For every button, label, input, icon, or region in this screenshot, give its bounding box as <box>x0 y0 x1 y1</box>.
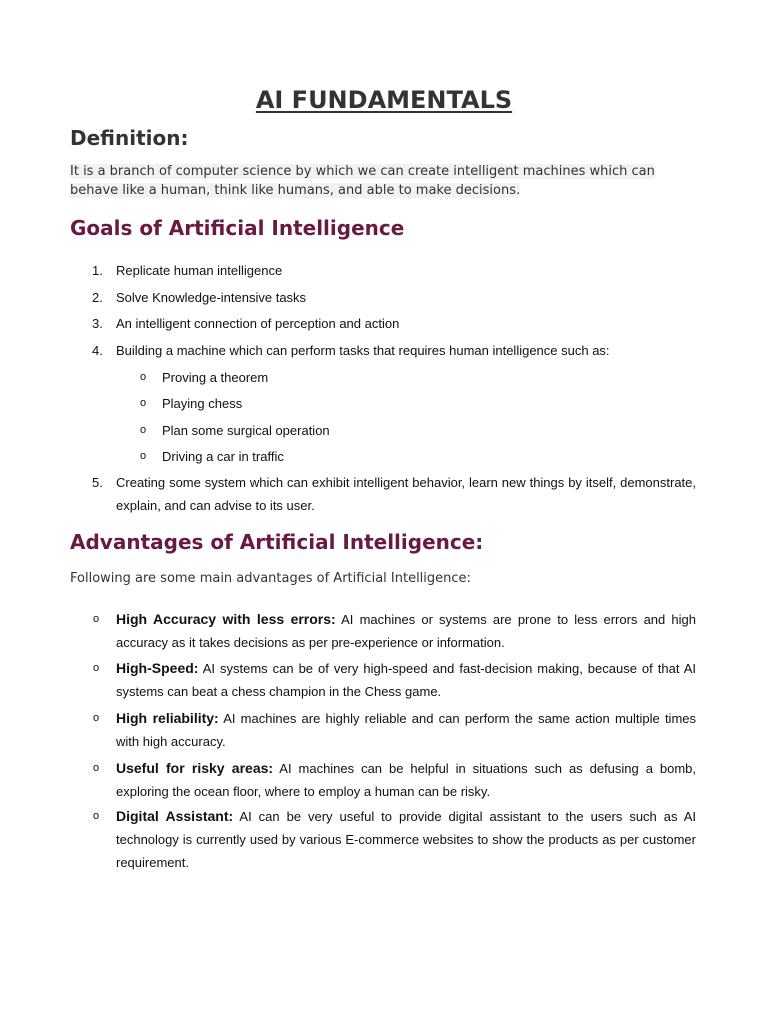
goal-text: Creating some system which can exhibit intelligent behavior, learn new things by itself, demonstrate, explain, and can advise to its user. <box>116 475 696 513</box>
advantage-body: AI machines can be helpful in situations such as defusing a bomb, exploring the ocean floor, where to employ a human can be risky. <box>116 761 696 799</box>
definition-text-span: It is a branch of computer science by which we can create intelligent machines which can behave like a human, think like humans, and able to make decisions. <box>70 164 655 198</box>
sub-item <box>70 366 268 389</box>
sub-item <box>70 445 284 468</box>
bullet-marker: o <box>93 712 100 724</box>
advantage-lead: High reliability: <box>116 710 219 726</box>
goal-number: 2. <box>92 290 103 305</box>
goal-number: 3. <box>92 316 103 331</box>
sub-item <box>70 419 330 442</box>
bullet-marker: o <box>140 424 147 436</box>
sub-item-text: Proving a theorem <box>162 370 269 385</box>
goal-number: 5. <box>92 475 103 490</box>
bullet-marker: o <box>93 762 100 774</box>
advantage-body: AI systems can be of very high-speed and fast-decision making, because of that AI systems can beat a chess champion in the Chess game. <box>116 661 696 699</box>
goal-number: 4. <box>92 343 103 358</box>
advantage-item <box>70 805 696 874</box>
advantage-body: AI machines are highly reliable and can perform the same action multiple times with high accuracy. <box>116 711 697 749</box>
bullet-marker: o <box>93 613 100 625</box>
advantage-item <box>70 608 696 654</box>
advantage-item <box>70 757 696 803</box>
goals-heading: Goals of Artificial Intelligence <box>70 216 405 240</box>
goal-item <box>70 339 696 362</box>
goal-number: 1. <box>92 263 103 278</box>
goal-text: Solve Knowledge-intensive tasks <box>116 290 307 305</box>
bullet-marker: o <box>140 397 147 409</box>
bullet-marker: o <box>140 450 147 462</box>
goal-text: Building a machine which can perform tasks that requires human intelligence such as: <box>116 343 610 358</box>
advantages-intro: Following are some main advantages of Artificial Intelligence: <box>70 571 471 586</box>
advantage-item <box>70 707 696 753</box>
advantage-lead: High Accuracy with less errors: <box>116 611 336 627</box>
bullet-marker: o <box>140 371 147 383</box>
advantage-body: AI can be very useful to provide digital assistant to the users such as AI technology is currently used by various E-commerce websites to show the products as per customer requirement. <box>116 809 696 870</box>
goal-item <box>70 471 696 517</box>
advantage-lead: Useful for risky areas: <box>116 760 274 776</box>
document-title: AI FUNDAMENTALS <box>255 86 513 114</box>
bullet-marker: o <box>93 662 100 674</box>
sub-item-text: Driving a car in traffic <box>162 449 284 464</box>
definition-heading: Definition: <box>70 126 189 150</box>
advantage-text <box>116 657 696 703</box>
advantage-item <box>70 657 696 703</box>
bullet-marker: o <box>93 810 100 822</box>
definition-text <box>70 162 682 200</box>
goal-text: An intelligent connection of perception and action <box>116 316 400 331</box>
goal-item <box>70 259 696 282</box>
advantage-lead: Digital Assistant: <box>116 808 234 824</box>
goal-item <box>70 312 696 335</box>
advantages-heading: Advantages of Artificial Intelligence: <box>70 530 484 554</box>
goal-text: Replicate human intelligence <box>116 263 283 278</box>
advantage-text <box>116 757 696 803</box>
advantage-text <box>116 608 696 654</box>
advantage-body: AI machines or systems are prone to less errors and high accuracy as it takes decisions as per pre-experience or information. <box>116 612 696 650</box>
sub-item-text: Plan some surgical operation <box>162 423 330 438</box>
advantage-text <box>116 805 696 874</box>
sub-item <box>70 392 242 415</box>
advantage-text <box>116 707 696 753</box>
sub-item-text: Playing chess <box>162 396 243 411</box>
goal-item <box>70 286 696 309</box>
advantage-lead: High-Speed: <box>116 660 199 676</box>
